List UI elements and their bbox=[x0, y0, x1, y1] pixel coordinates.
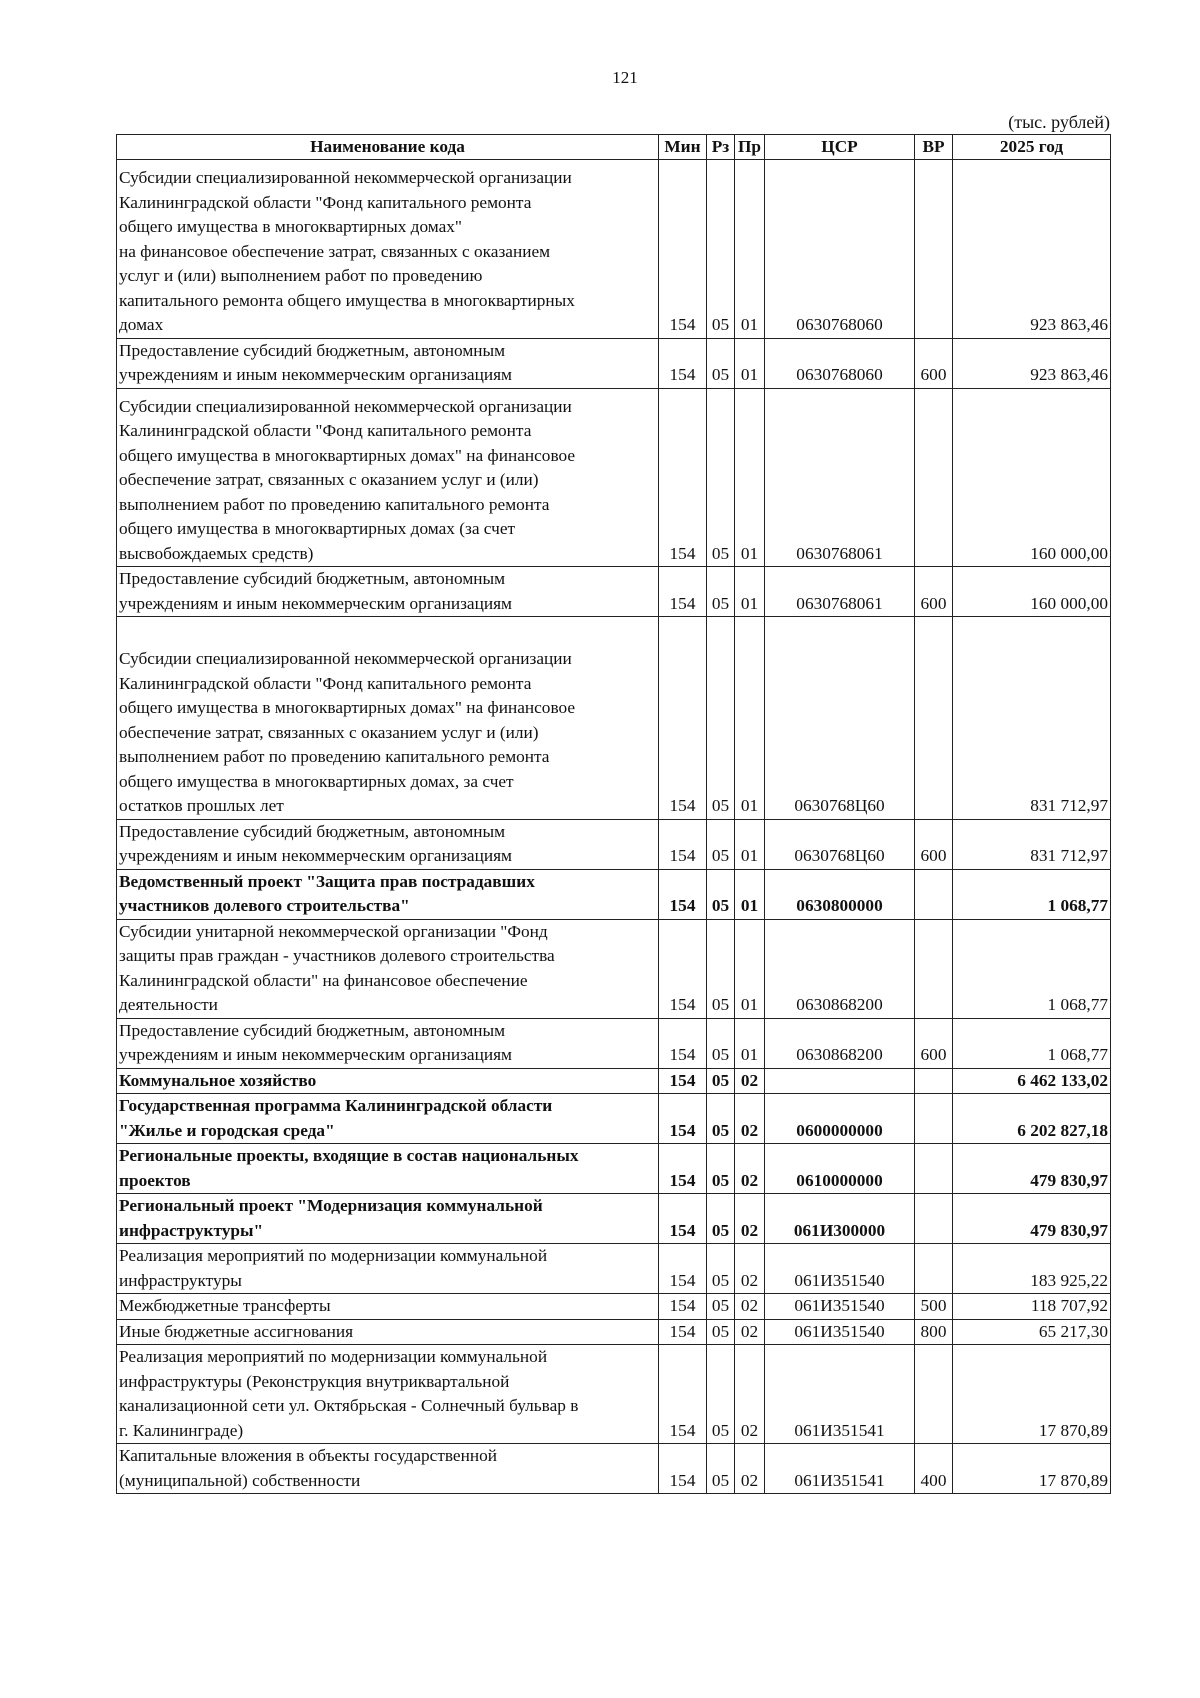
cell-csr: 0630768061 bbox=[765, 388, 915, 567]
cell-min: 154 bbox=[659, 1244, 707, 1294]
cell-amount: 160 000,00 bbox=[953, 567, 1111, 617]
cell-pr: 02 bbox=[735, 1319, 765, 1345]
cell-name: Иные бюджетные ассигнования bbox=[117, 1319, 659, 1345]
table-row bbox=[117, 567, 1111, 617]
units-note: (тыс. рублей) bbox=[1008, 112, 1110, 132]
cell-amount: 923 863,46 bbox=[953, 160, 1111, 339]
cell-vr bbox=[915, 617, 953, 820]
cell-csr: 061И351540 bbox=[765, 1294, 915, 1320]
cell-rz: 05 bbox=[707, 388, 735, 567]
cell-rz: 05 bbox=[707, 617, 735, 820]
table-row bbox=[117, 1194, 1111, 1244]
cell-rz: 05 bbox=[707, 869, 735, 919]
cell-name: Предоставление субсидий бюджетным, автономным учреждениям и иным некоммерческим организациям bbox=[117, 567, 659, 617]
cell-csr: 0630800000 bbox=[765, 869, 915, 919]
cell-csr: 0630768Ц60 bbox=[765, 819, 915, 869]
cell-vr: 600 bbox=[915, 1018, 953, 1068]
table-row bbox=[117, 919, 1111, 1018]
cell-rz: 05 bbox=[707, 567, 735, 617]
cell-vr bbox=[915, 1144, 953, 1194]
cell-amount: 1 068,77 bbox=[953, 919, 1111, 1018]
cell-pr: 02 bbox=[735, 1144, 765, 1194]
cell-rz: 05 bbox=[707, 1194, 735, 1244]
cell-name: Региональный проект "Модернизация коммунальной инфраструктуры" bbox=[117, 1194, 659, 1244]
cell-amount: 479 830,97 bbox=[953, 1194, 1111, 1244]
cell-pr: 02 bbox=[735, 1194, 765, 1244]
header-min: Мин bbox=[659, 135, 707, 160]
cell-name: Коммунальное хозяйство bbox=[117, 1068, 659, 1094]
cell-min: 154 bbox=[659, 1444, 707, 1494]
cell-csr: 061И351541 bbox=[765, 1345, 915, 1444]
cell-name: Предоставление субсидий бюджетным, автономным учреждениям и иным некоммерческим организациям bbox=[117, 1018, 659, 1068]
cell-pr: 01 bbox=[735, 869, 765, 919]
cell-name: Субсидии специализированной некоммерческой организации Калининградской области "Фонд капитального ремонта общего имущества в многоквартирных домах" на финансовое обеспечение затрат, связанных с оказанием услуг и (или) выполнением работ по проведению капитального ремонта общего имущества в многоквартирных домах bbox=[117, 160, 659, 339]
table-body bbox=[117, 160, 1111, 1494]
table-row bbox=[117, 1294, 1111, 1320]
cell-min: 154 bbox=[659, 1294, 707, 1320]
cell-vr bbox=[915, 1194, 953, 1244]
cell-csr: 0630768061 bbox=[765, 567, 915, 617]
cell-min: 154 bbox=[659, 1094, 707, 1144]
cell-rz: 05 bbox=[707, 1444, 735, 1494]
cell-min: 154 bbox=[659, 869, 707, 919]
header-pr: Пр bbox=[735, 135, 765, 160]
cell-min: 154 bbox=[659, 819, 707, 869]
cell-csr: 061И351540 bbox=[765, 1244, 915, 1294]
cell-name: Ведомственный проект "Защита прав пострадавших участников долевого строительства" bbox=[117, 869, 659, 919]
table-row bbox=[117, 1018, 1111, 1068]
cell-vr bbox=[915, 919, 953, 1018]
cell-amount: 6 462 133,02 bbox=[953, 1068, 1111, 1094]
cell-min: 154 bbox=[659, 1319, 707, 1345]
cell-min: 154 bbox=[659, 1068, 707, 1094]
header-year: 2025 год bbox=[953, 135, 1111, 160]
cell-csr bbox=[765, 1068, 915, 1094]
cell-min: 154 bbox=[659, 160, 707, 339]
table-row bbox=[117, 1094, 1111, 1144]
cell-pr: 01 bbox=[735, 919, 765, 1018]
cell-vr: 800 bbox=[915, 1319, 953, 1345]
table-row bbox=[117, 388, 1111, 567]
cell-name: Региональные проекты, входящие в состав национальных проектов bbox=[117, 1144, 659, 1194]
table-row bbox=[117, 1144, 1111, 1194]
cell-vr bbox=[915, 1094, 953, 1144]
cell-rz: 05 bbox=[707, 1144, 735, 1194]
cell-amount: 17 870,89 bbox=[953, 1345, 1111, 1444]
cell-min: 154 bbox=[659, 919, 707, 1018]
header-csr: ЦСР bbox=[765, 135, 915, 160]
cell-vr: 600 bbox=[915, 338, 953, 388]
cell-csr: 0630768060 bbox=[765, 160, 915, 339]
cell-amount: 6 202 827,18 bbox=[953, 1094, 1111, 1144]
cell-min: 154 bbox=[659, 617, 707, 820]
cell-pr: 01 bbox=[735, 388, 765, 567]
cell-vr: 600 bbox=[915, 567, 953, 617]
cell-name: Субсидии специализированной некоммерческой организации Калининградской области "Фонд капитального ремонта общего имущества в многоквартирных домах" на финансовое обеспечение затрат, связанных с оказанием услуг и (или) выполнением работ по проведению капитального ремонта общего имущества в многоквартирных домах (за счет высвобождаемых средств) bbox=[117, 388, 659, 567]
table-row bbox=[117, 819, 1111, 869]
cell-min: 154 bbox=[659, 1018, 707, 1068]
cell-rz: 05 bbox=[707, 1294, 735, 1320]
cell-rz: 05 bbox=[707, 160, 735, 339]
cell-amount: 923 863,46 bbox=[953, 338, 1111, 388]
cell-pr: 02 bbox=[735, 1068, 765, 1094]
cell-rz: 05 bbox=[707, 819, 735, 869]
cell-csr: 0630868200 bbox=[765, 919, 915, 1018]
cell-rz: 05 bbox=[707, 1244, 735, 1294]
table-row bbox=[117, 1444, 1111, 1494]
cell-pr: 02 bbox=[735, 1094, 765, 1144]
cell-name: Субсидии специализированной некоммерческой организации Калининградской области "Фонд капитального ремонта общего имущества в многоквартирных домах" на финансовое обеспечение затрат, связанных с оказанием услуг и (или) выполнением работ по проведению капитального ремонта общего имущества в многоквартирных домах, за счет остатков прошлых лет bbox=[117, 617, 659, 820]
table-row bbox=[117, 1345, 1111, 1444]
cell-rz: 05 bbox=[707, 1345, 735, 1444]
cell-amount: 160 000,00 bbox=[953, 388, 1111, 567]
header-name: Наименование кода bbox=[117, 135, 659, 160]
cell-pr: 01 bbox=[735, 567, 765, 617]
cell-amount: 831 712,97 bbox=[953, 819, 1111, 869]
cell-name: Государственная программа Калининградской области "Жилье и городская среда" bbox=[117, 1094, 659, 1144]
cell-csr: 061И351541 bbox=[765, 1444, 915, 1494]
cell-min: 154 bbox=[659, 1345, 707, 1444]
cell-rz: 05 bbox=[707, 1319, 735, 1345]
table-header-row bbox=[117, 135, 1111, 160]
cell-name: Реализация мероприятий по модернизации коммунальной инфраструктуры (Реконструкция внутриквартальной канализационной сети ул. Октябрьская - Солнечный бульвар в г. Калининграде) bbox=[117, 1345, 659, 1444]
cell-name: Предоставление субсидий бюджетным, автономным учреждениям и иным некоммерческим организациям bbox=[117, 819, 659, 869]
cell-name: Субсидии унитарной некоммерческой организации "Фонд защиты прав граждан - участников долевого строительства Калининградской области" на финансовое обеспечение деятельности bbox=[117, 919, 659, 1018]
table-row bbox=[117, 160, 1111, 339]
cell-name: Межбюджетные трансферты bbox=[117, 1294, 659, 1320]
cell-pr: 02 bbox=[735, 1244, 765, 1294]
cell-csr: 061И351540 bbox=[765, 1319, 915, 1345]
cell-rz: 05 bbox=[707, 338, 735, 388]
cell-pr: 02 bbox=[735, 1444, 765, 1494]
cell-name: Реализация мероприятий по модернизации коммунальной инфраструктуры bbox=[117, 1244, 659, 1294]
table-row bbox=[117, 869, 1111, 919]
cell-pr: 01 bbox=[735, 617, 765, 820]
cell-pr: 01 bbox=[735, 1018, 765, 1068]
cell-pr: 02 bbox=[735, 1294, 765, 1320]
table-row bbox=[117, 1319, 1111, 1345]
cell-vr bbox=[915, 388, 953, 567]
cell-csr: 0600000000 bbox=[765, 1094, 915, 1144]
cell-amount: 65 217,30 bbox=[953, 1319, 1111, 1345]
cell-vr bbox=[915, 1345, 953, 1444]
cell-name: Капитальные вложения в объекты государственной (муниципальной) собственности bbox=[117, 1444, 659, 1494]
cell-min: 154 bbox=[659, 388, 707, 567]
cell-vr bbox=[915, 1068, 953, 1094]
cell-amount: 1 068,77 bbox=[953, 869, 1111, 919]
table-row bbox=[117, 338, 1111, 388]
table-row bbox=[117, 1068, 1111, 1094]
cell-pr: 02 bbox=[735, 1345, 765, 1444]
cell-rz: 05 bbox=[707, 1018, 735, 1068]
cell-vr: 400 bbox=[915, 1444, 953, 1494]
cell-csr: 0630768Ц60 bbox=[765, 617, 915, 820]
table-row bbox=[117, 617, 1111, 820]
cell-pr: 01 bbox=[735, 819, 765, 869]
cell-min: 154 bbox=[659, 567, 707, 617]
cell-csr: 061И300000 bbox=[765, 1194, 915, 1244]
cell-rz: 05 bbox=[707, 1094, 735, 1144]
cell-vr: 600 bbox=[915, 819, 953, 869]
cell-vr bbox=[915, 869, 953, 919]
cell-amount: 17 870,89 bbox=[953, 1444, 1111, 1494]
cell-rz: 05 bbox=[707, 919, 735, 1018]
cell-csr: 0630868200 bbox=[765, 1018, 915, 1068]
header-rz: Рз bbox=[707, 135, 735, 160]
cell-vr bbox=[915, 1244, 953, 1294]
page-number: 121 bbox=[612, 68, 638, 87]
cell-min: 154 bbox=[659, 338, 707, 388]
budget-table bbox=[116, 134, 1111, 1494]
cell-amount: 1 068,77 bbox=[953, 1018, 1111, 1068]
cell-amount: 831 712,97 bbox=[953, 617, 1111, 820]
cell-csr: 0610000000 bbox=[765, 1144, 915, 1194]
header-vr: ВР bbox=[915, 135, 953, 160]
cell-rz: 05 bbox=[707, 1068, 735, 1094]
cell-pr: 01 bbox=[735, 160, 765, 339]
cell-vr: 500 bbox=[915, 1294, 953, 1320]
table-row bbox=[117, 1244, 1111, 1294]
cell-csr: 0630768060 bbox=[765, 338, 915, 388]
cell-pr: 01 bbox=[735, 338, 765, 388]
cell-amount: 183 925,22 bbox=[953, 1244, 1111, 1294]
cell-amount: 479 830,97 bbox=[953, 1144, 1111, 1194]
cell-vr bbox=[915, 160, 953, 339]
cell-name: Предоставление субсидий бюджетным, автономным учреждениям и иным некоммерческим организациям bbox=[117, 338, 659, 388]
cell-min: 154 bbox=[659, 1144, 707, 1194]
cell-min: 154 bbox=[659, 1194, 707, 1244]
cell-amount: 118 707,92 bbox=[953, 1294, 1111, 1320]
